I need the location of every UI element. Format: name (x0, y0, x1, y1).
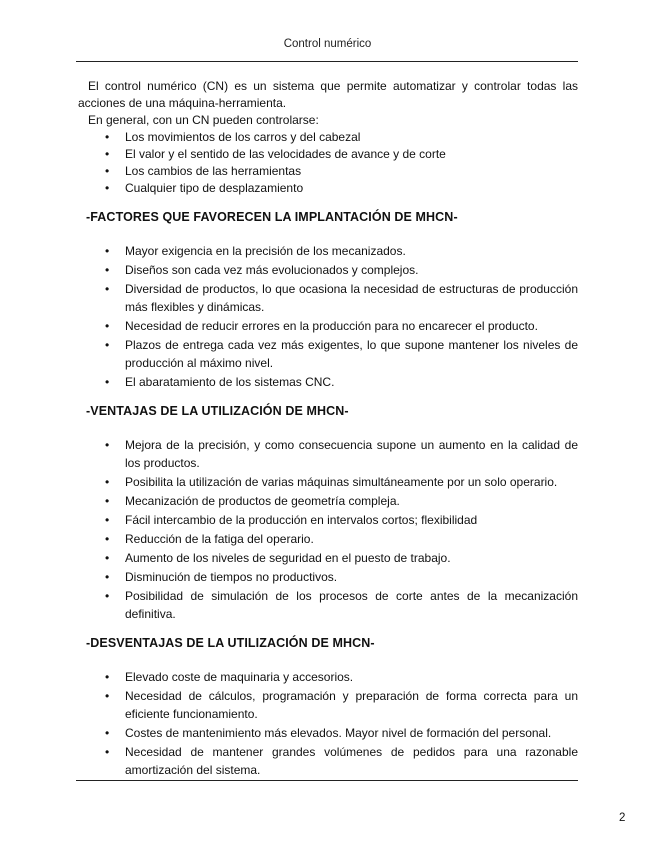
list-item-text: El abaratamiento de los sistemas CNC. (125, 375, 335, 389)
list-item (78, 511, 578, 529)
list-item (78, 549, 578, 567)
list-item (78, 336, 578, 372)
list-item (78, 687, 578, 723)
list-item (78, 129, 578, 146)
list-item-text: Reducción de la fatiga del operario. (125, 532, 314, 546)
bullet-icon: • (105, 147, 110, 161)
section-heading: -DESVENTAJAS DE LA UTILIZACIÓN DE MHCN- (86, 636, 375, 650)
section-heading: -FACTORES QUE FAVORECEN LA IMPLANTACIÓN DE MHCN- (86, 210, 458, 224)
list-item (78, 180, 578, 197)
section-list (78, 436, 578, 623)
bullet-icon: • (105, 263, 110, 277)
list-item-text: Mejora de la precisión, y como consecuencia supone un aumento en la calidad de los productos. (125, 438, 578, 470)
bullet-icon: • (105, 745, 110, 759)
intro-paragraph: El control numérico (CN) es un sistema que permite automatizar y controlar todas las acciones de una máquina-herramienta. (78, 79, 578, 110)
bullet-icon: • (105, 689, 110, 703)
bullet-icon: • (105, 589, 110, 603)
section-heading: -VENTAJAS DE LA UTILIZACIÓN DE MHCN- (86, 404, 349, 418)
intro-lead: En general, con un CN pueden controlarse: (88, 113, 319, 127)
list-item (78, 317, 578, 335)
bullet-icon: • (105, 438, 110, 452)
bullet-icon: • (105, 282, 110, 296)
list-item-text: El valor y el sentido de las velocidades de avance y de corte (125, 147, 446, 161)
list-item (78, 242, 578, 260)
bullet-icon: • (105, 164, 110, 178)
list-item-text: Los cambios de las herramientas (125, 164, 302, 178)
bullet-icon: • (105, 494, 110, 508)
list-item (78, 743, 578, 779)
page-body (78, 78, 578, 780)
list-item (78, 146, 578, 163)
list-item (78, 163, 578, 180)
bullet-icon: • (105, 570, 110, 584)
list-item (78, 568, 578, 586)
bullet-icon: • (105, 551, 110, 565)
list-item-text: Posibilidad de simulación de los procesos de corte antes de la mecanización definitiva. (125, 589, 578, 621)
header-rule (76, 61, 578, 62)
bullet-icon: • (105, 338, 110, 352)
list-item-text: Disminución de tiempos no productivos. (125, 570, 338, 584)
list-item-text: Diseños son cada vez más evolucionados y complejos. (125, 263, 419, 277)
page-number: 2 (619, 812, 626, 824)
section-desventajas (78, 635, 578, 779)
list-item-text: Elevado coste de maquinaria y accesorios. (125, 670, 354, 684)
list-item-text: Mayor exigencia en la precisión de los mecanizados. (125, 244, 406, 258)
list-item (78, 473, 578, 491)
list-item-text: Posibilita la utilización de varias máquinas simultáneamente por un solo operario. (125, 475, 558, 489)
list-item-text: Cualquier tipo de desplazamiento (125, 181, 304, 195)
bullet-icon: • (105, 181, 110, 195)
bullet-icon: • (105, 475, 110, 489)
list-item-text: Aumento de los niveles de seguridad en el puesto de trabajo. (125, 551, 451, 565)
bullet-icon: • (105, 130, 110, 144)
list-item (78, 261, 578, 279)
list-item-text: Necesidad de reducir errores en la producción para no encarecer el producto. (125, 319, 538, 333)
list-item-text: Diversidad de productos, lo que ocasiona la necesidad de estructuras de producción más flexibles y dinámicas. (125, 282, 578, 314)
list-item (78, 373, 578, 391)
bullet-icon: • (105, 319, 110, 333)
list-item (78, 530, 578, 548)
bullet-icon: • (105, 726, 110, 740)
intro-section (78, 78, 578, 197)
list-item (78, 724, 578, 742)
list-item (78, 668, 578, 686)
footer-rule (76, 780, 578, 781)
list-item (78, 587, 578, 623)
page-header-title: Control numérico (283, 38, 372, 50)
section-list (78, 668, 578, 779)
list-item-text: Necesidad de mantener grandes volúmenes de pedidos para una razonable amortización del sistema. (125, 745, 578, 777)
list-item-text: Fácil intercambio de la producción en intervalos cortos; flexibilidad (125, 513, 478, 527)
bullet-icon: • (105, 532, 110, 546)
intro-list (78, 129, 578, 197)
list-item (78, 492, 578, 510)
bullet-icon: • (105, 244, 110, 258)
list-item (78, 436, 578, 472)
bullet-icon: • (105, 375, 110, 389)
list-item-text: Necesidad de cálculos, programación y preparación de forma correcta para un eficiente funcionamiento. (125, 689, 578, 721)
section-ventajas (78, 403, 578, 623)
section-list (78, 242, 578, 391)
bullet-icon: • (105, 670, 110, 684)
list-item (78, 280, 578, 316)
bullet-icon: • (105, 513, 110, 527)
list-item-text: Mecanización de productos de geometría compleja. (125, 494, 400, 508)
section-factores (78, 209, 578, 391)
list-item-text: Plazos de entrega cada vez más exigentes, lo que supone mantener los niveles de producción al máximo nivel. (125, 338, 578, 370)
list-item-text: Costes de mantenimiento más elevados. Mayor nivel de formación del personal. (125, 726, 552, 740)
list-item-text: Los movimientos de los carros y del cabezal (125, 130, 361, 144)
